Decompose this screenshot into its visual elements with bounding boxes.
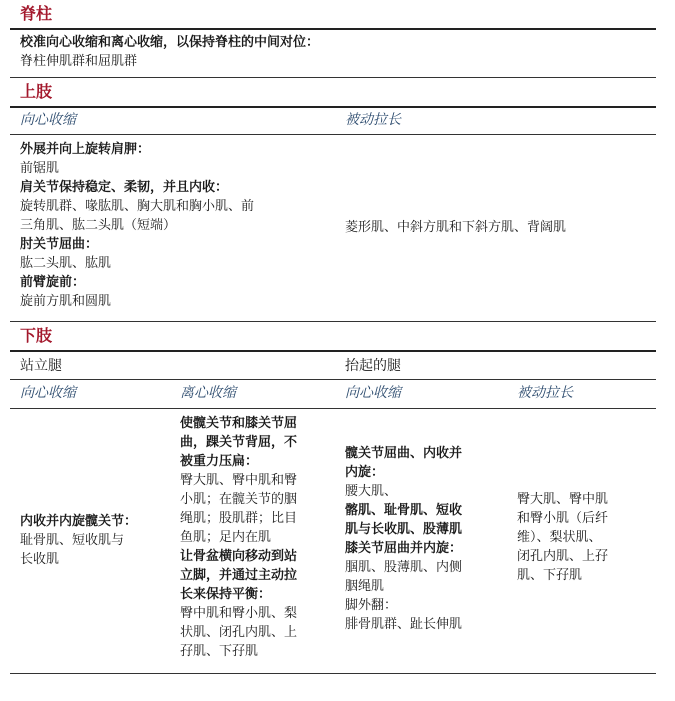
raised-concentric-list [345, 444, 462, 634]
divider [10, 106, 656, 108]
cell-line: 被重力压扁： [180, 454, 259, 469]
divider [10, 321, 656, 322]
cell-line: 小肌；在髋关节的胭 [180, 492, 298, 507]
cell-line: 肌与长收肌、股薄肌 [345, 522, 463, 537]
cell-line: 髋关节屈曲、内收并 [345, 446, 463, 461]
cell-line: 胭绳肌 [345, 579, 385, 594]
cell-line: 状肌、闭孔内肌、上 [180, 625, 298, 640]
divider [10, 134, 656, 135]
cell-line: 前臂旋前： [20, 275, 86, 290]
cell-line: 内旋： [345, 465, 385, 480]
cell-line: 立脚，并通过主动拉 [180, 568, 298, 583]
standing-leg-label: 站立腿 [20, 358, 62, 374]
divider [10, 77, 656, 78]
raised-concentric-header: 向心收缩 [345, 385, 401, 401]
cell-line: 腘肌、股薄肌、内侧 [345, 560, 463, 575]
divider [10, 408, 656, 409]
cell-line: 三角肌、肱二头肌（短端） [20, 218, 177, 233]
cell-line: 肘关节屈曲： [20, 237, 99, 252]
cell-line: 绳肌；股肌群；比目 [180, 511, 298, 526]
cell-line: 长收肌 [20, 552, 60, 567]
upper-concentric-header: 向心收缩 [20, 112, 76, 128]
divider [10, 350, 656, 352]
cell-line: 闭孔内肌、上孖 [517, 549, 609, 564]
cell-line: 髂肌、耻骨肌、短收 [345, 503, 463, 518]
cell-line: 臀大肌、臀中肌 [517, 492, 609, 507]
raised-passive-header: 被动拉长 [517, 385, 573, 401]
spine-line-2: 脊柱伸肌群和屈肌群 [20, 54, 138, 69]
cell-line: 脚外翻： [345, 598, 398, 613]
cell-line: 和臀小肌（后纤 [517, 511, 609, 526]
cell-line: 肩关节保持稳定、柔韧，并且内收： [20, 180, 229, 195]
cell-line: 腓骨肌群、趾长伸肌 [345, 617, 463, 632]
cell-line: 肱二头肌、肱肌 [20, 256, 112, 271]
cell-line: 鱼肌；足内在肌 [180, 530, 272, 545]
cell-line: 旋前方肌和圆肌 [20, 294, 112, 309]
cell-line: 长来保持平衡： [180, 587, 272, 602]
standing-eccentric-header: 离心收缩 [180, 385, 236, 401]
divider [10, 28, 656, 30]
cell-line: 耻骨肌、短收肌与 [20, 533, 125, 548]
standing-eccentric-list [180, 414, 297, 661]
standing-concentric-list [20, 512, 137, 569]
cell-line: 腰大肌、 [345, 484, 398, 499]
spine-line-1: 校准向心收缩和离心收缩，以保持脊柱的中间对位： [20, 35, 320, 50]
divider [10, 379, 656, 380]
divider [10, 673, 656, 674]
cell-line: 膝关节屈曲并内旋： [345, 541, 463, 556]
cell-line: 使髋关节和膝关节屈 [180, 416, 298, 431]
spine-section-title: 脊柱 [20, 4, 53, 23]
raised-leg-label: 抬起的腿 [345, 358, 401, 374]
cell-line: 肌、下孖肌 [517, 568, 583, 583]
cell-line: 内收并内旋髋关节： [20, 514, 138, 529]
standing-concentric-header: 向心收缩 [20, 385, 76, 401]
cell-line: 前锯肌 [20, 161, 60, 176]
cell-line: 臀大肌、臀中肌和臀 [180, 473, 298, 488]
cell-line: 臀中肌和臀小肌、梨 [180, 606, 298, 621]
upper-passive-text: 菱形肌、中斜方肌和下斜方肌、背阔肌 [345, 220, 567, 235]
cell-line: 曲，踝关节背屈，不 [180, 435, 298, 450]
cell-line: 维）、梨状肌、 [517, 530, 602, 545]
upper-passive-header: 被动拉长 [345, 112, 401, 128]
cell-line: 旋转肌群、喙肱肌、胸大肌和胸小肌、前 [20, 199, 255, 214]
cell-line: 外展并向上旋转肩胛： [20, 142, 151, 157]
lower-section-title: 下肢 [20, 326, 53, 345]
upper-concentric-list [20, 140, 254, 311]
cell-line: 孖肌、下孖肌 [180, 644, 259, 659]
cell-line: 让骨盆横向移动到站 [180, 549, 298, 564]
raised-passive-list [517, 490, 608, 585]
upper-section-title: 上肢 [20, 82, 53, 101]
